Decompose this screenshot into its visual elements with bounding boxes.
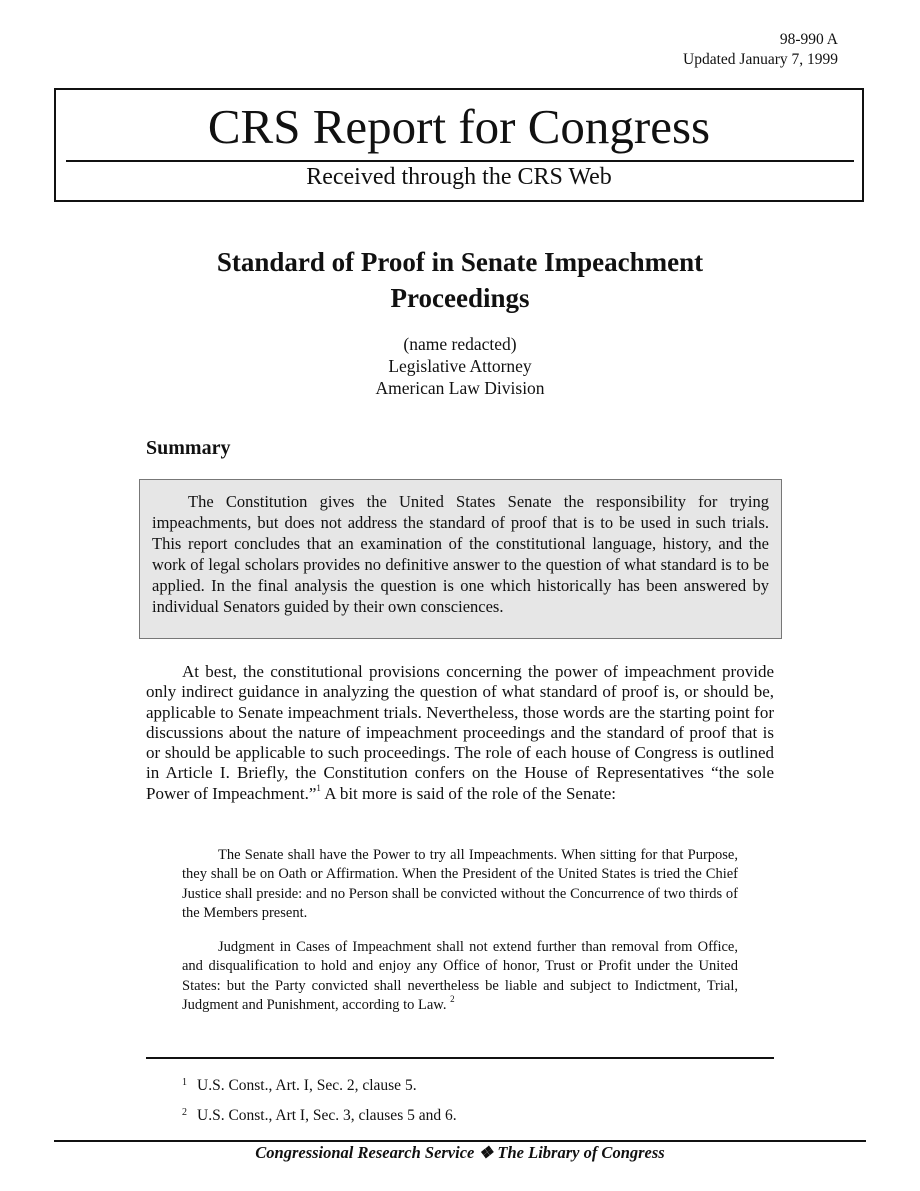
summary-heading: Summary	[146, 437, 231, 459]
footnote-2	[182, 1106, 457, 1128]
author-block	[0, 333, 920, 399]
body-paragraph-part2: A bit more is said of the role of the Senate:	[320, 783, 616, 803]
author-name: (name redacted)	[403, 334, 517, 354]
updated-date: Updated January 7, 1999	[683, 51, 838, 68]
summary-text: The Constitution gives the United States Senate the responsibility for trying impeachments, but does not address the standard of proof that is to be used in such trials. This report concludes that an examination of the constitutional language, history, and the work of legal scholars provides no definitive answer to the question of what standard is to be applied. In the final analysis the question is one which historically has been answered by individual Senators guided by their own consciences.	[152, 492, 769, 616]
author-division: American Law Division	[375, 378, 545, 398]
crs-banner	[54, 88, 864, 202]
footnote-2-number: 2	[182, 1107, 187, 1118]
body-paragraph	[146, 662, 774, 804]
footnote-rule	[146, 1057, 774, 1059]
summary-box	[139, 479, 782, 639]
banner-subtitle: Received through the CRS Web	[306, 164, 612, 190]
footnote-ref-2[interactable]: 2	[450, 994, 455, 1005]
footnote-1-text: U.S. Const., Art. I, Sec. 2, clause 5.	[197, 1077, 417, 1094]
banner-title: CRS Report for Congress	[207, 99, 711, 154]
footer-text: Congressional Research Service ❖ The Library of Congress	[255, 1143, 665, 1162]
report-number: 98-990 A	[779, 31, 838, 48]
author-position: Legislative Attorney	[388, 356, 532, 376]
body-paragraph-part1: At best, the constitutional provisions concerning the power of impeachment provide only indirect guidance in analyzing the question of what standard of proof is, or should be, applicable to Senate impeachment trials. Nevertheless, those words are the starting point for discussions about the nature of impeachment proceedings and the standard of proof that is or should be applicable to such proceedings. The role of each house of Congress is outlined in Article I. Briefly, the Constitution confers on the House of Representatives “the sole Power of Impeachment.”	[146, 662, 774, 803]
document-title-line1: Standard of Proof in Senate Impeachment	[216, 247, 704, 277]
block-quote-1: The Senate shall have the Power to try all Impeachments. When sitting for that Purpose, they shall be on Oath or Affirmation. When the President of the United States is tried the Chief Justice shall preside: and no Person shall be convicted without the Concurrence of two thirds of the Members present.	[182, 847, 738, 922]
report-header	[683, 30, 838, 70]
block-quote-2	[182, 938, 738, 1016]
footnote-ref-1[interactable]: 1	[316, 783, 321, 794]
footnote-1	[182, 1076, 417, 1098]
block-quote-2-text: Judgment in Cases of Impeachment shall not extend further than removal from Office, and disqualification to hold and enjoy any Office of honor, Trust or Profit under the United States: but the Party convicted shall nevertheless be liable and subject to Indictment, Trial, Judgment and Punishment, according to Law.	[182, 939, 738, 1014]
document-title-line2: Proceedings	[390, 283, 530, 313]
footnote-1-number: 1	[182, 1077, 187, 1088]
footnote-2-text: U.S. Const., Art I, Sec. 3, clauses 5 and 6.	[197, 1107, 457, 1124]
document-title	[0, 244, 920, 316]
